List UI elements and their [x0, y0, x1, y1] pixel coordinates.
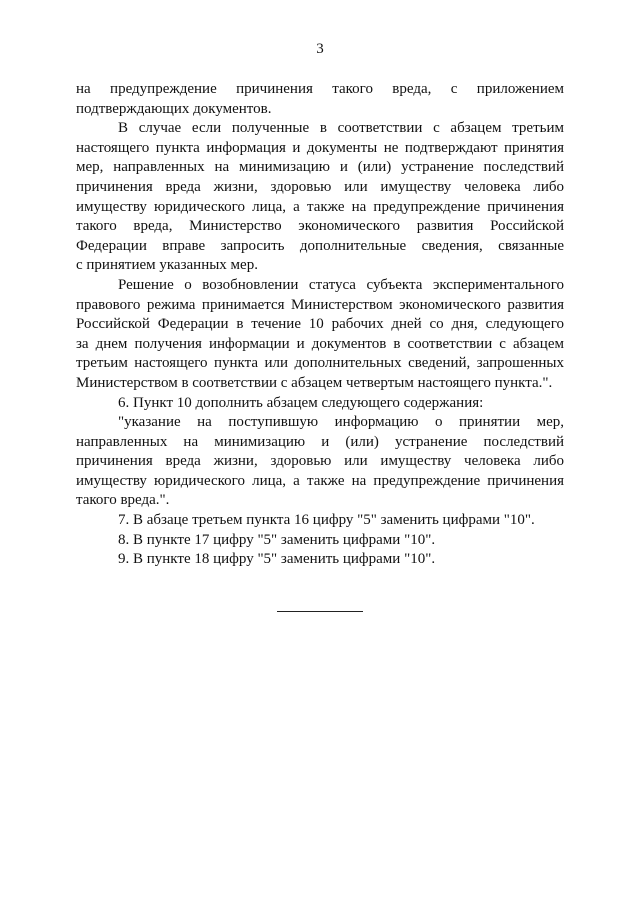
text-line: подтверждающих документов.: [76, 100, 272, 117]
text-line: с принятием указанных мер.: [76, 257, 258, 274]
text-line: Решение о возобновлении статуса субъекта экспериментального: [118, 276, 564, 293]
text-line: имуществу юридического лица, а также на предупреждение причинения: [76, 198, 564, 215]
text-line: имуществу юридического лица, а также на предупреждение причинения: [76, 472, 564, 489]
text-line: за днем получения информации и документов в соответствии с абзацем: [76, 335, 564, 352]
end-separator-line: [277, 611, 363, 612]
text-line: "указание на поступившую информацию о принятии мер,: [118, 414, 564, 431]
text-line: 9. В пункте 18 цифру "5" заменить цифрами "10".: [118, 551, 436, 568]
text-line: причинения вреда жизни, здоровью или имуществу человека либо: [76, 178, 564, 195]
text-line: правового режима принимается Министерством экономического развития: [76, 296, 564, 313]
text-line: Федерации вправе запросить дополнительные сведения, связанные: [76, 237, 564, 254]
text-line: такого вреда, Министерство экономического развития Российской: [76, 218, 564, 235]
text-line: 8. В пункте 17 цифру "5" заменить цифрами "10".: [118, 531, 436, 548]
text-line: 6. Пункт 10 дополнить абзацем следующего содержания:: [118, 394, 484, 411]
text-line: мер, направленных на минимизацию и (или) устранение последствий: [76, 159, 564, 176]
text-line: В случае если полученные в соответствии с абзацем третьим: [118, 120, 564, 137]
text-line: направленных на минимизацию и (или) устранение последствий: [76, 433, 564, 450]
page-number: 3: [316, 41, 324, 57]
text-line: Министерством в соответствии с абзацем четвертым настоящего пункта.".: [76, 374, 553, 391]
text-line: настоящего пункта информация и документы не подтверждают принятия: [76, 139, 564, 156]
text-line: такого вреда.".: [76, 492, 170, 509]
document-body: [76, 80, 564, 570]
text-line: 7. В абзаце третьем пункта 16 цифру "5" заменить цифрами "10".: [118, 512, 535, 529]
text-line: третьим настоящего пункта или дополнительных сведений, запрошенных: [76, 355, 564, 372]
text-line: причинения вреда жизни, здоровью или имуществу человека либо: [76, 453, 564, 470]
text-line: на предупреждение причинения такого вреда, с приложением: [76, 81, 564, 97]
text-line: Российской Федерации в течение 10 рабочих дней со дня, следующего: [76, 316, 564, 333]
